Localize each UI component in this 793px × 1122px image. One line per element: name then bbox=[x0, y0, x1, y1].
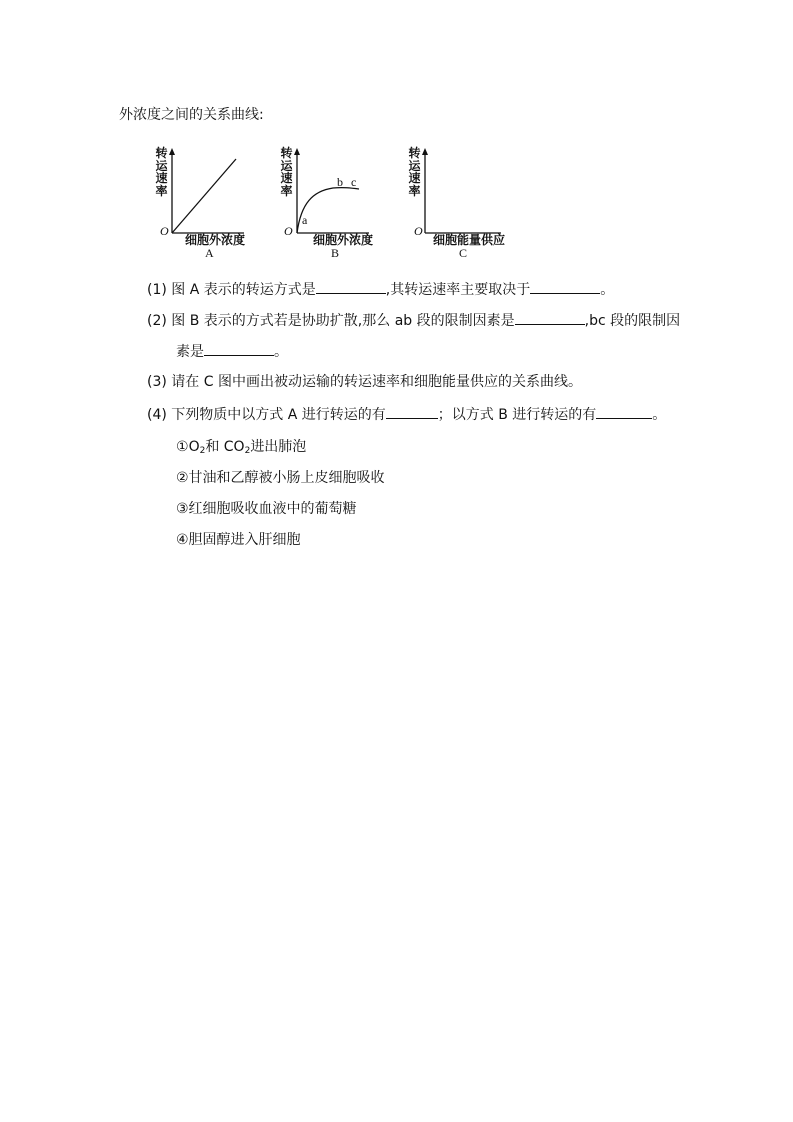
option-3: ③红细胞吸收血液中的葡萄糖 bbox=[176, 501, 357, 517]
figure-c bbox=[403, 143, 533, 263]
option-1: $①O_2$和 $CO_2$进出肺泡 bbox=[176, 439, 307, 456]
question-3 bbox=[147, 372, 582, 392]
question-4-text-3: 。 bbox=[652, 407, 667, 423]
option-4: ④胆固醇进入肝细胞 bbox=[176, 532, 301, 548]
figure-b-y-arrow bbox=[294, 148, 300, 155]
question-1-text-3: 。 bbox=[600, 282, 615, 298]
figure-a-ylabel: 转 运 速 率 bbox=[155, 146, 168, 198]
question-1-text-2: ,其转运速率主要取决于 bbox=[385, 282, 531, 298]
figure-a-xlabel: 细胞外浓度 bbox=[185, 233, 246, 247]
question-2-line-2 bbox=[176, 341, 288, 362]
figure-b-point-c: c bbox=[351, 175, 357, 189]
question-1-number: (1) bbox=[147, 282, 167, 298]
question-2-text-3: 素是 bbox=[176, 344, 204, 360]
question-2 bbox=[147, 310, 680, 331]
question-2-text-4: 。 bbox=[274, 344, 288, 360]
question-2-number: (2) bbox=[147, 313, 167, 329]
figure-c-origin: O bbox=[414, 224, 423, 238]
figure-b-point-b: b bbox=[337, 175, 343, 189]
figure-a-origin: O bbox=[160, 224, 169, 238]
figure-a bbox=[152, 143, 282, 263]
figure-a-y-arrow bbox=[169, 148, 175, 155]
question-1 bbox=[147, 279, 614, 300]
question-3-text: 请在 C 图中画出被动运输的转运速率和细胞能量供应的关系曲线。 bbox=[171, 374, 582, 390]
question-1-text-1: 图 A 表示的转运方式是 bbox=[171, 282, 316, 298]
question-2-text-1: 图 B 表示的方式若是协助扩散,那么 ab 段的限制因素是 bbox=[171, 313, 515, 329]
figure-b-xlabel: 细胞外浓度 bbox=[313, 233, 374, 247]
intro-text: 外浓度之间的关系曲线: bbox=[119, 107, 264, 123]
question-4-text-2: ；以方式 B 进行转运的有 bbox=[437, 407, 597, 423]
option-1-mark: ① bbox=[176, 439, 189, 455]
figure-a-curve bbox=[172, 159, 236, 233]
figure-c-ylabel: 转 运 速 率 bbox=[408, 146, 421, 198]
question-1-blank-2[interactable] bbox=[530, 279, 600, 294]
option-2: ②甘油和乙醇被小肠上皮细胞吸收 bbox=[176, 470, 385, 486]
figure-b-origin: O bbox=[284, 224, 293, 238]
question-2-text-2: ,bc 段的限制因 bbox=[584, 313, 681, 329]
figure-a-tag: A bbox=[205, 246, 214, 260]
question-2-blank-2[interactable] bbox=[204, 341, 274, 356]
figure-b-ylabel: 转 运 速 率 bbox=[280, 146, 293, 198]
figure-b-point-a: a bbox=[302, 213, 308, 227]
figure-c-y-arrow bbox=[422, 148, 428, 155]
question-2-blank-1[interactable] bbox=[515, 310, 585, 325]
question-4-blank-2[interactable] bbox=[596, 404, 652, 419]
figure-c-xlabel: 细胞能量供应 bbox=[433, 233, 506, 247]
question-1-blank-1[interactable] bbox=[316, 279, 386, 294]
question-4-number: (4) bbox=[147, 407, 167, 423]
figure-b-tag: B bbox=[331, 246, 340, 260]
figure-b bbox=[277, 143, 407, 263]
question-4-text-1: 下列物质中以方式 A 进行转运的有 bbox=[171, 407, 386, 423]
figure-c-tag: C bbox=[459, 246, 468, 260]
question-4-blank-1[interactable] bbox=[386, 404, 438, 419]
question-3-number: (3) bbox=[147, 374, 167, 390]
question-4 bbox=[147, 404, 666, 425]
